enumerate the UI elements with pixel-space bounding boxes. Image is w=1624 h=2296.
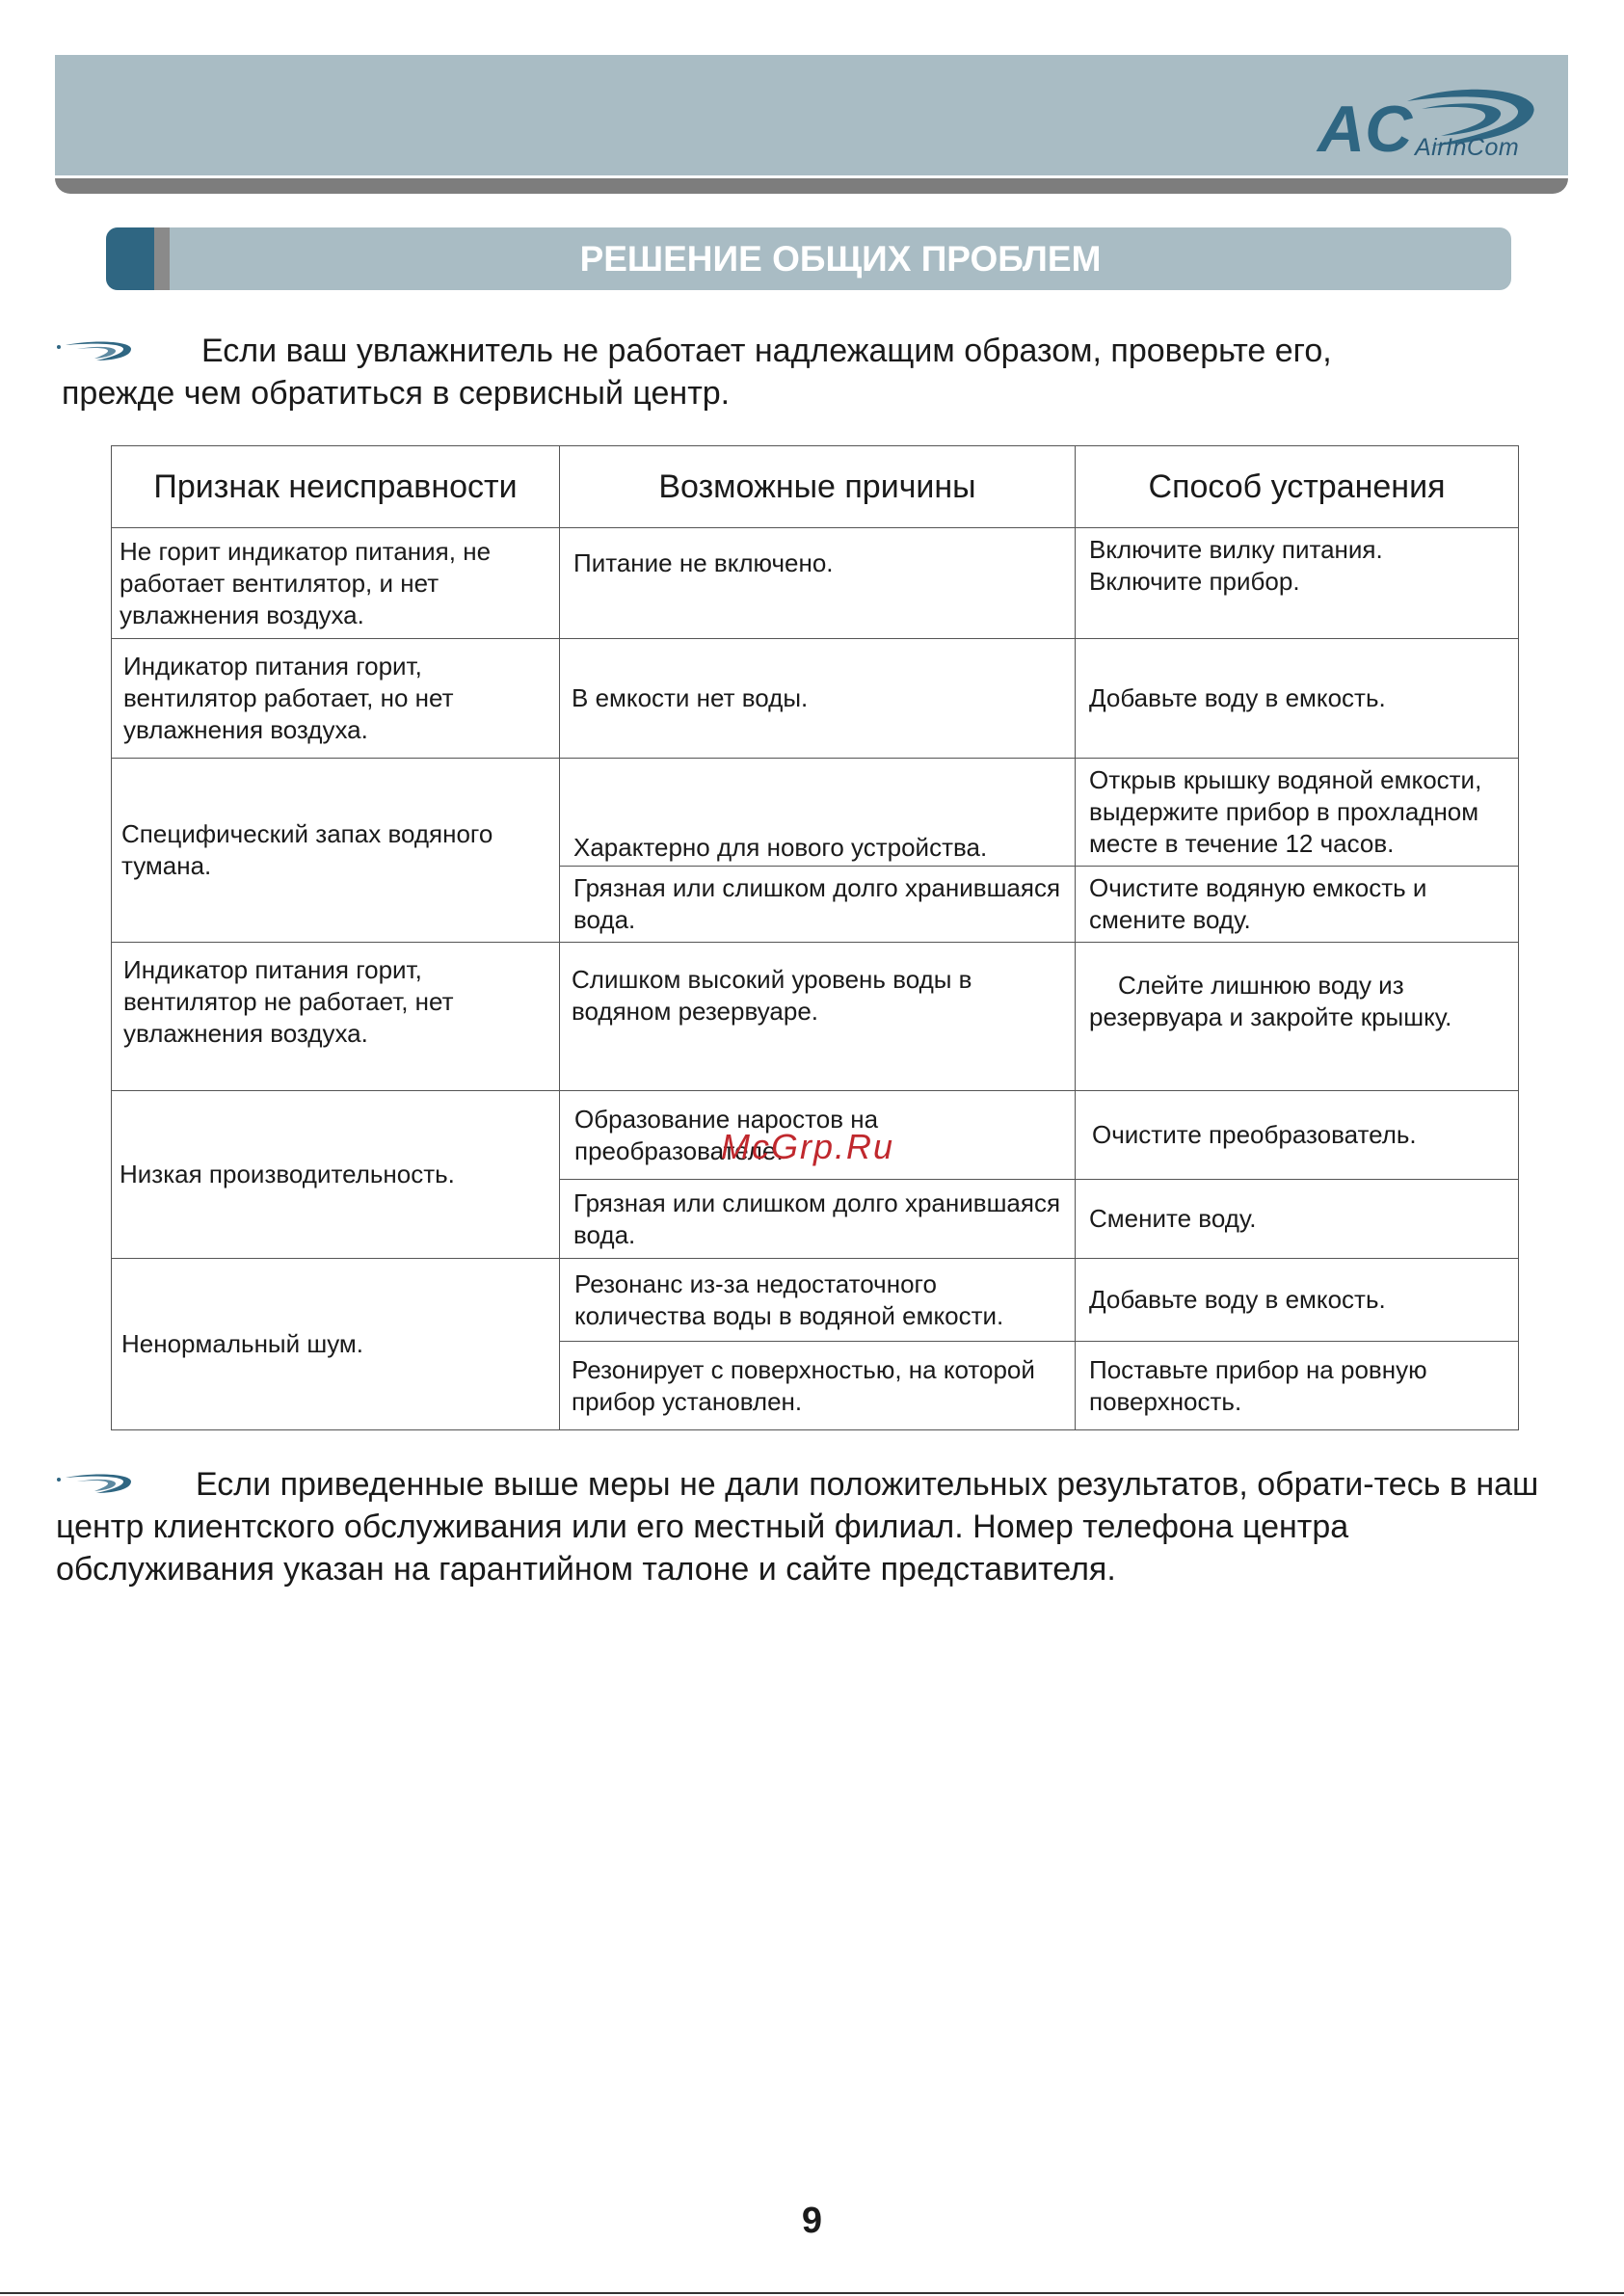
symptom-cell: Специфический запах водяного тумана. [112, 759, 560, 943]
table-header-row [112, 446, 1519, 528]
fix-cell: Очистите преобразователь. [1076, 1091, 1519, 1180]
cause-cell: Слишком высокий уровень воды в водяном резервуаре. [560, 943, 1076, 1091]
section-title: РЕШЕНИЕ ОБЩИХ ПРОБЛЕМ [579, 239, 1102, 279]
outro-paragraph: Если приведенные выше меры не дали положительных результатов, обрати-тесь в наш центр клиентского обслуживания или его местный филиал. Номер телефона центра обслуживания указан на гарантийном талоне и сайте представителя. [56, 1466, 1539, 1588]
table-row [112, 528, 1519, 639]
symptom-cell: Ненормальный шум. [112, 1259, 560, 1430]
symptom-cell: Индикатор питания горит, вентилятор работает, но нет увлажнения воздуха. [112, 639, 560, 759]
brand-name: AirInCom [1415, 134, 1520, 161]
bottom-rule [0, 2292, 1624, 2294]
table-row [112, 639, 1519, 759]
header-cause: Возможные причины [560, 446, 1076, 528]
cause-cell: Образование наростов на преобразователе. [560, 1091, 1076, 1180]
fix-cell: Поставьте прибор на ровную поверхность. [1076, 1342, 1519, 1430]
fix-cell: Очистите водяную емкость и смените воду. [1076, 867, 1519, 943]
fix-cell: Добавьте воду в емкость. [1076, 1259, 1519, 1342]
table-row [112, 1259, 1519, 1342]
troubleshooting-table [111, 445, 1519, 1430]
header-symptom: Признак неисправности [112, 446, 560, 528]
fix-cell: Слейте лишнюю воду из резервуара и закройте крышку. [1076, 943, 1519, 1091]
header-fix: Способ устранения [1076, 446, 1519, 528]
cause-cell: Грязная или слишком долго хранившаяся вода. [560, 867, 1076, 943]
title-accent-stripe [154, 227, 170, 290]
fix-cell: Включите вилку питания. Включите прибор. [1076, 528, 1519, 639]
intro-paragraph: Если ваш увлажнитель не работает надлежащим образом, проверьте его, прежде чем обратиться в сервисный центр. [62, 333, 1332, 412]
symptom-cell: Не горит индикатор питания, не работает вентилятор, и нет увлажнения воздуха. [112, 528, 560, 639]
header-shadow [55, 178, 1568, 194]
cause-cell: Питание не включено. [560, 528, 1076, 639]
cause-cell: В емкости нет воды. [560, 639, 1076, 759]
fix-cell: Смените воду. [1076, 1180, 1519, 1259]
page-number: 9 [801, 2201, 823, 2241]
title-accent [106, 227, 154, 290]
cause-cell: Характерно для нового устройства. [560, 759, 1076, 867]
watermark: McGrp.Ru [721, 1127, 895, 1166]
table-row [112, 943, 1519, 1091]
svg-text:AC: AC [1318, 93, 1413, 164]
symptom-cell: Низкая производительность. [112, 1091, 560, 1259]
cause-cell: Резонирует с поверхностью, на которой прибор установлен. [560, 1342, 1076, 1430]
fix-cell: Добавьте воду в емкость. [1076, 639, 1519, 759]
fix-cell: Открыв крышку водяной емкости, выдержите прибор в прохладном месте в течение 12 часов. [1076, 759, 1519, 867]
cause-cell: Грязная или слишком долго хранившаяся вода. [560, 1180, 1076, 1259]
section-title-bar [106, 227, 1511, 290]
symptom-cell: Индикатор питания горит, вентилятор не работает, нет увлажнения воздуха. [112, 943, 560, 1091]
table-row [112, 759, 1519, 867]
cause-cell: Резонанс из-за недостаточного количества воды в водяной емкости. [560, 1259, 1076, 1342]
